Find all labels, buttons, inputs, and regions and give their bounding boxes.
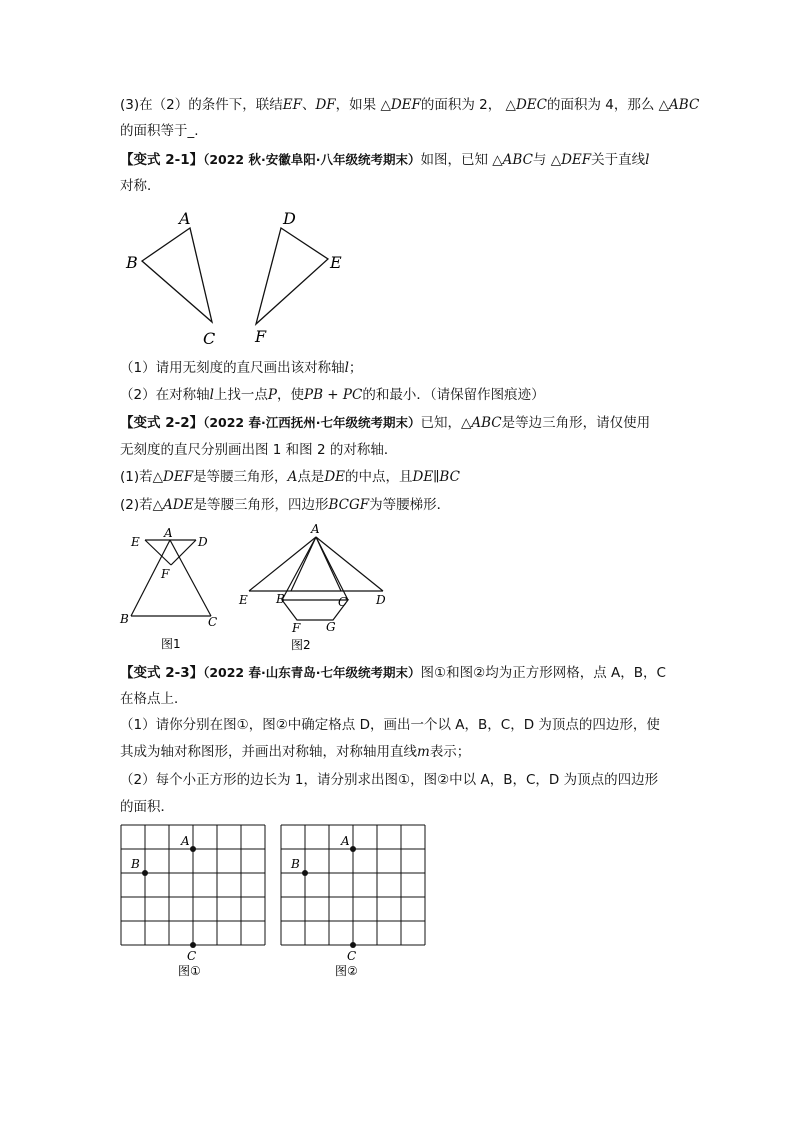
fig1-label-f: F — [161, 567, 170, 581]
fig1-label-a: A — [164, 526, 173, 540]
math: DEF — [561, 152, 592, 168]
v23-source: （2022 春·山东青岛·七年级统考期末） — [203, 665, 421, 680]
v23-q1a: （1）请你分别在图①，图②中确定格点 D，画出一个以 A，B，C，D 为顶点的四边形，使 — [120, 717, 660, 733]
math-dec: DEC — [515, 97, 547, 113]
v23-q2a: （2）每个小正方形的边长为 1，请分别求出图①，图②中以 A，B，C，D 为顶点的四边形 — [120, 772, 659, 788]
text: (3)在（2）的条件下，联结 — [120, 97, 283, 113]
point-c — [350, 942, 356, 948]
v22-line2: 无刻度的直尺分别画出图 1 和图 2 的对称轴． — [120, 442, 398, 458]
text: 的面积为 4，那么 △ — [546, 97, 670, 113]
label-c: C — [203, 329, 216, 348]
fig1-label-d: D — [198, 535, 208, 549]
v23-tag: 【变式 2-3】 — [120, 665, 204, 681]
math: m — [417, 744, 430, 760]
label-d: D — [283, 209, 296, 228]
math-abc: ABC — [669, 97, 700, 113]
text: 的中点，且 — [345, 469, 413, 485]
math: BCGF — [328, 497, 370, 513]
v21-tag: 【变式 2-1】 — [120, 152, 204, 168]
math: ABC — [471, 415, 502, 431]
math: DEF — [163, 469, 194, 485]
fig2-label-e: E — [239, 593, 248, 607]
fig2-label-b: B — [276, 592, 285, 606]
text: （1）请用无刻度的直尺画出该对称轴 — [120, 360, 345, 376]
label-b: B — [126, 253, 138, 272]
math: ABC — [502, 152, 533, 168]
text: 的和最小．（请保留作图痕迹） — [362, 387, 545, 403]
fig1-label-e: E — [131, 535, 140, 549]
text: 已知，△ — [420, 415, 472, 431]
fig2-label-d: D — [376, 593, 386, 607]
text: 关于直线 — [591, 152, 646, 168]
part3-line2: 的面积等于_. — [120, 123, 199, 139]
math: ADE — [163, 497, 194, 513]
text: ，如果 △ — [335, 97, 391, 113]
v22-tag: 【变式 2-2】 — [120, 415, 204, 431]
label-f: F — [255, 327, 267, 346]
fig1-label-b: B — [120, 612, 129, 626]
grid1-caption: 图① — [178, 964, 201, 978]
label-a: A — [179, 209, 191, 228]
v23-line2: 在格点上． — [120, 691, 188, 707]
text: 与 △ — [532, 152, 562, 168]
fig2-label-c: C — [338, 595, 348, 609]
point-c — [190, 942, 196, 948]
math-df: DF — [315, 97, 336, 113]
grid2-label-c: C — [347, 949, 357, 963]
text: 图①和图②均为正方形网格，点 A，B，C — [420, 665, 666, 681]
point-a — [350, 846, 356, 852]
text: 上找一点 — [213, 387, 268, 403]
v22-source: （2022 春·江西抚州·七年级统考期末） — [203, 415, 421, 430]
text: ； — [348, 360, 363, 376]
text: 其成为轴对称图形，并画出对称轴，对称轴用直线 — [120, 744, 417, 760]
math: DE — [324, 469, 345, 485]
v23-q2b: 的面积． — [120, 799, 174, 815]
math: P — [267, 387, 278, 403]
grid-2 — [281, 825, 425, 948]
fig2-label-a: A — [311, 522, 320, 536]
math: l — [209, 387, 214, 403]
math: A — [287, 469, 298, 485]
text: （2）在对称轴 — [120, 387, 210, 403]
point-b — [302, 870, 308, 876]
text: 、 — [301, 97, 316, 113]
math: l — [645, 152, 650, 168]
fig2-label-g: G — [326, 620, 336, 634]
fig1-label-c: C — [208, 615, 218, 629]
text: 为等腰梯形． — [369, 497, 451, 513]
math: PB + PC — [304, 387, 363, 403]
grid1-label-c: C — [187, 949, 197, 963]
text: 点是 — [297, 469, 325, 485]
point-b — [142, 870, 148, 876]
fig2-label-f: F — [292, 621, 301, 635]
v21-line2: 对称． — [120, 178, 161, 194]
grid1-label-b: B — [131, 857, 140, 871]
text: 的面积为 2， △ — [420, 97, 516, 113]
text: (2)若△ — [120, 497, 164, 513]
text: 是等腰三角形， — [193, 469, 288, 485]
grid2-label-a: A — [341, 834, 350, 848]
text: 是等边三角形，请仅使用 — [501, 415, 651, 431]
math-def: DEF — [390, 97, 421, 113]
text: 如图，已知 △ — [420, 152, 503, 168]
fig2-caption: 图2 — [291, 638, 311, 652]
text: (1)若△ — [120, 469, 164, 485]
text: 表示； — [429, 744, 471, 760]
text: 是等腰三角形，四边形 — [193, 497, 329, 513]
grid2-label-b: B — [291, 857, 300, 871]
math: l — [344, 360, 349, 376]
grid-1 — [121, 825, 265, 948]
math: DE∥BC — [412, 469, 460, 485]
fig1-caption: 图1 — [161, 637, 181, 651]
point-a — [190, 846, 196, 852]
math-ef: EF — [282, 97, 302, 113]
grid1-label-a: A — [181, 834, 190, 848]
text: ，使 — [277, 387, 305, 403]
v21-source: （2022 秋·安徽阜阳·八年级统考期末） — [203, 152, 421, 167]
label-e: E — [330, 253, 342, 272]
grid2-caption: 图② — [335, 964, 358, 978]
